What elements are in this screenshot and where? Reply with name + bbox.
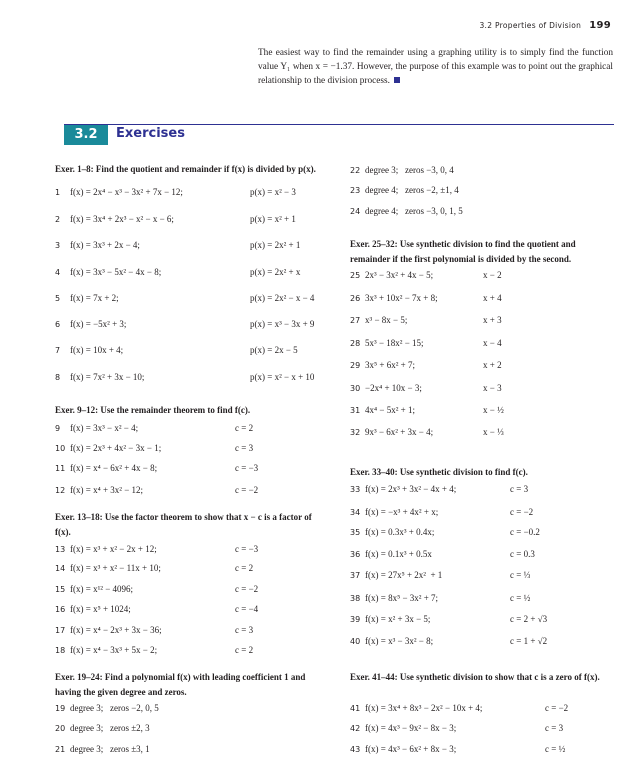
exercise-divisor-or-value: x − 3 <box>483 383 502 393</box>
exercise-item <box>55 483 327 497</box>
exercise-number: 30 <box>350 384 361 393</box>
exercise-expression: f(x) = x⁴ − 3x³ + 5x − 2; <box>70 645 158 655</box>
exercise-divisor-or-value: c = 3 <box>235 625 254 635</box>
exercise-number: 2 <box>55 215 61 224</box>
exercise-expression: f(x) = 10x + 4; <box>70 345 124 355</box>
exercise-divisor-or-value: x − ½ <box>483 405 504 415</box>
exercise-number: 39 <box>350 615 361 624</box>
exercise-number: 17 <box>55 626 66 635</box>
exercise-number: 3 <box>55 241 61 250</box>
exercise-expression: 9x³ − 6x² + 3x − 4; <box>365 427 434 437</box>
exercise-item <box>55 421 327 435</box>
exercise-expression: degree 4; zeros −3, 0, 1, 5 <box>365 206 463 216</box>
exercise-item <box>350 358 615 372</box>
section-title: Exercises <box>116 126 185 141</box>
exercise-number: 8 <box>55 373 61 382</box>
exercise-divisor-or-value: c = 0.3 <box>510 549 535 559</box>
exercise-divisor-or-value: p(x) = x² − x + 10 <box>250 372 315 382</box>
exercise-item <box>350 721 615 735</box>
exercise-item <box>55 265 327 279</box>
exercise-divisor-or-value: p(x) = x² + 1 <box>250 214 296 224</box>
exercise-number: 34 <box>350 508 361 517</box>
exercise-group-heading: Exer. 25–32: Use synthetic division to find the quotient and remainder if the first polynomial is divided by the second. <box>350 239 576 264</box>
exercise-number: 43 <box>350 745 361 754</box>
exercise-expression: f(x) = x³ − 3x² − 8; <box>365 636 434 646</box>
exercise-expression: f(x) = 2x⁴ − x³ − 3x² + 7x − 12; <box>70 187 183 197</box>
exercise-number: 21 <box>55 745 66 754</box>
exercise-group-heading: Exer. 9–12: Use the remainder theorem to find f(c). <box>55 405 251 415</box>
exercise-expression: f(x) = −5x² + 3; <box>70 319 127 329</box>
intro-paragraph <box>258 46 613 88</box>
exercise-group-heading: Exer. 41–44: Use synthetic division to show that c is a zero of f(x). <box>350 672 600 682</box>
exercise-item <box>350 291 615 305</box>
exercise-expression: 2x³ − 3x² + 4x − 5; <box>365 270 434 280</box>
exercise-divisor-or-value: c = −3 <box>235 463 259 473</box>
exercise-number: 26 <box>350 294 361 303</box>
exercise-divisor-or-value: c = −2 <box>235 584 259 594</box>
exercise-number: 15 <box>55 585 66 594</box>
exercise-number: 4 <box>55 268 61 277</box>
exercise-number: 36 <box>350 550 361 559</box>
exercise-divisor-or-value: p(x) = x² − 3 <box>250 187 296 197</box>
exercise-item <box>55 461 327 475</box>
exercise-number: 10 <box>55 444 66 453</box>
exercise-item <box>55 623 327 637</box>
exercise-divisor-or-value: c = 3 <box>545 723 564 733</box>
end-of-example-icon <box>394 77 400 83</box>
exercise-number: 12 <box>55 486 66 495</box>
exercise-item <box>350 163 622 177</box>
exercise-divisor-or-value: p(x) = 2x² + 1 <box>250 240 301 250</box>
exercise-number: 42 <box>350 724 361 733</box>
exercise-item <box>55 602 327 616</box>
section-number-badge: 3.2 <box>64 125 108 145</box>
exercise-item <box>350 403 615 417</box>
exercise-item <box>350 268 615 282</box>
exercise-number: 29 <box>350 361 361 370</box>
exercise-divisor-or-value: c = 2 <box>235 645 254 655</box>
exercise-item <box>350 204 622 218</box>
exercise-divisor-or-value: p(x) = 2x − 5 <box>250 345 298 355</box>
exercise-item <box>55 701 327 715</box>
exercise-item <box>350 425 615 439</box>
exercise-number: 9 <box>55 424 61 433</box>
exercise-expression: f(x) = 7x + 2; <box>70 293 119 303</box>
exercise-item <box>55 643 327 657</box>
exercise-number: 19 <box>55 704 66 713</box>
exercise-number: 25 <box>350 271 361 280</box>
exercise-group-heading: Exer. 13–18: Use the factor theorem to show that x − c is a factor of f(x). <box>55 512 312 537</box>
exercise-item <box>55 317 327 331</box>
exercise-expression: f(x) = x⁴ − 6x² + 4x − 8; <box>70 463 158 473</box>
exercise-number: 40 <box>350 637 361 646</box>
exercise-number: 38 <box>350 594 361 603</box>
exercise-item <box>350 701 615 715</box>
exercise-expression: f(x) = x² + 3x − 5; <box>365 614 431 624</box>
exercise-expression: degree 3; zeros ±3, 1 <box>70 744 150 754</box>
exercise-number: 23 <box>350 186 361 195</box>
exercise-number: 22 <box>350 166 361 175</box>
exercise-divisor-or-value: c = −4 <box>235 604 259 614</box>
exercise-expression: f(x) = 4x³ − 6x² + 8x − 3; <box>365 744 457 754</box>
exercise-expression: f(x) = 3x³ + 2x − 4; <box>70 240 140 250</box>
exercise-expression: f(x) = 3x³ − x² − 4; <box>70 423 139 433</box>
exercise-divisor-or-value: x + 3 <box>483 315 502 325</box>
exercise-number: 35 <box>350 528 361 537</box>
exercise-divisor-or-value: c = 2 <box>235 423 254 433</box>
exercise-item <box>55 582 327 596</box>
exercise-divisor-or-value: x − 2 <box>483 270 502 280</box>
exercise-expression: f(x) = 7x² + 3x − 10; <box>70 372 145 382</box>
exercise-expression: f(x) = x⁴ + 3x² − 12; <box>70 485 144 495</box>
exercise-number: 20 <box>55 724 66 733</box>
exercise-divisor-or-value: c = −2 <box>510 507 534 517</box>
exercise-item <box>350 547 615 561</box>
exercise-expression: f(x) = 3x⁴ + 2x³ − x² − x − 6; <box>70 214 174 224</box>
exercise-number: 33 <box>350 485 361 494</box>
exercise-divisor-or-value: x − ⅓ <box>483 427 504 437</box>
intro-text: The easiest way to find the remainder using a graphing utility is to simply find the function value Y₁ when x = −1.37. However, the purpose of this example was to point out the graphical relationship to the division process. <box>258 48 613 86</box>
exercise-item <box>55 441 327 455</box>
exercise-divisor-or-value: x − 4 <box>483 338 502 348</box>
exercise-expression: 3x³ + 10x² − 7x + 8; <box>365 293 438 303</box>
exercise-number: 11 <box>55 464 66 473</box>
exercise-expression: x³ − 8x − 5; <box>365 315 408 325</box>
exercise-divisor-or-value: c = ½ <box>545 744 566 754</box>
exercise-divisor-or-value: c = −2 <box>545 703 569 713</box>
exercise-divisor-or-value: c = −2 <box>235 485 259 495</box>
exercise-divisor-or-value: x + 2 <box>483 360 502 370</box>
exercise-divisor-or-value: c = ⅓ <box>510 570 531 580</box>
exercise-item <box>55 291 327 305</box>
exercise-item <box>350 381 615 395</box>
exercise-divisor-or-value: p(x) = 2x² − x − 4 <box>250 293 315 303</box>
running-head <box>479 20 611 31</box>
exercise-item <box>350 591 615 605</box>
exercise-number: 28 <box>350 339 361 348</box>
exercise-expression: 4x⁴ − 5x² + 1; <box>365 405 415 415</box>
exercise-group-heading: Exer. 19–24: Find a polynomial f(x) with leading coefficient 1 and having the given degree and zeros. <box>55 672 306 697</box>
exercise-group-heading: Exer. 33–40: Use synthetic division to find f(c). <box>350 467 528 477</box>
exercise-item <box>350 183 622 197</box>
exercise-number: 6 <box>55 320 61 329</box>
exercise-item <box>350 612 615 626</box>
exercise-expression: f(x) = 4x³ − 9x² − 8x − 3; <box>365 723 457 733</box>
exercise-item <box>55 561 327 575</box>
exercise-item <box>55 742 327 756</box>
exercise-expression: f(x) = 8x⁵ − 3x² + 7; <box>365 593 439 603</box>
exercise-number: 18 <box>55 646 66 655</box>
exercise-expression: f(x) = x³ + x² − 11x + 10; <box>70 563 161 573</box>
exercise-number: 13 <box>55 545 66 554</box>
exercise-expression: 5x³ − 18x² − 15; <box>365 338 424 348</box>
exercise-group-heading: Exer. 1–8: Find the quotient and remainder if f(x) is divided by p(x). <box>55 164 316 174</box>
exercise-divisor-or-value: c = −3 <box>235 544 259 554</box>
exercise-number: 14 <box>55 564 66 573</box>
exercise-item <box>55 542 327 556</box>
exercise-divisor-or-value: x + 4 <box>483 293 502 303</box>
exercise-divisor-or-value: c = −0.2 <box>510 527 540 537</box>
exercise-number: 31 <box>350 406 361 415</box>
exercise-item <box>55 185 327 199</box>
exercise-number: 27 <box>350 316 361 325</box>
exercise-expression: f(x) = 0.3x³ + 0.4x; <box>365 527 435 537</box>
exercise-expression: f(x) = 2x³ + 4x² − 3x − 1; <box>70 443 162 453</box>
exercise-number: 37 <box>350 571 361 580</box>
section-divider <box>64 124 614 125</box>
exercise-number: 32 <box>350 428 361 437</box>
exercise-divisor-or-value: c = 3 <box>510 484 529 494</box>
exercise-item <box>55 721 327 735</box>
exercise-expression: degree 3; zeros −2, 0, 5 <box>70 703 159 713</box>
exercise-expression: −2x⁴ + 10x − 3; <box>365 383 422 393</box>
exercise-item <box>55 212 327 226</box>
exercise-divisor-or-value: c = 3 <box>235 443 254 453</box>
exercise-expression: 3x⁵ + 6x² + 7; <box>365 360 415 370</box>
exercise-expression: f(x) = x⁵ + 1024; <box>70 604 131 614</box>
exercise-expression: f(x) = x⁴ − 2x³ + 3x − 36; <box>70 625 162 635</box>
exercise-item <box>350 634 615 648</box>
exercise-item <box>350 505 615 519</box>
exercise-item <box>350 336 615 350</box>
exercise-expression: degree 3; zeros −3, 0, 4 <box>365 165 454 175</box>
exercise-divisor-or-value: p(x) = x³ − 3x + 9 <box>250 319 315 329</box>
exercise-item <box>350 313 615 327</box>
exercise-expression: f(x) = 3x⁴ + 8x³ − 2x² − 10x + 4; <box>365 703 483 713</box>
exercise-expression: f(x) = −x³ + 4x² + x; <box>365 507 439 517</box>
exercise-item <box>55 370 327 384</box>
exercise-item <box>350 482 615 496</box>
exercise-item <box>350 742 615 756</box>
exercise-expression: f(x) = x³ + x² − 2x + 12; <box>70 544 157 554</box>
exercise-item <box>350 525 615 539</box>
exercise-divisor-or-value: c = ½ <box>510 593 531 603</box>
exercise-item <box>55 238 327 252</box>
exercise-divisor-or-value: c = 2 + √3 <box>510 614 548 624</box>
exercise-expression: f(x) = 0.1x³ + 0.5x <box>365 549 432 559</box>
exercise-divisor-or-value: p(x) = 2x² + x <box>250 267 301 277</box>
exercise-number: 16 <box>55 605 66 614</box>
exercise-number: 1 <box>55 188 61 197</box>
exercise-expression: degree 4; zeros −2, ±1, 4 <box>365 185 459 195</box>
page-number: 199 <box>589 20 611 31</box>
exercise-expression: f(x) = 27x⁵ + 2x² + 1 <box>365 570 443 580</box>
exercise-divisor-or-value: c = 2 <box>235 563 254 573</box>
exercise-number: 7 <box>55 346 61 355</box>
exercise-number: 24 <box>350 207 361 216</box>
exercise-item <box>350 568 615 582</box>
exercise-number: 5 <box>55 294 61 303</box>
running-head-section: 3.2 Properties of Division <box>479 21 582 30</box>
exercise-expression: f(x) = 3x³ − 5x² − 4x − 8; <box>70 267 162 277</box>
exercise-expression: f(x) = 2x³ + 3x² − 4x + 4; <box>365 484 457 494</box>
exercise-number: 41 <box>350 704 361 713</box>
exercise-expression: degree 3; zeros ±2, 3 <box>70 723 150 733</box>
exercise-expression: f(x) = x¹² − 4096; <box>70 584 134 594</box>
exercise-divisor-or-value: c = 1 + √2 <box>510 636 548 646</box>
exercise-item <box>55 343 327 357</box>
